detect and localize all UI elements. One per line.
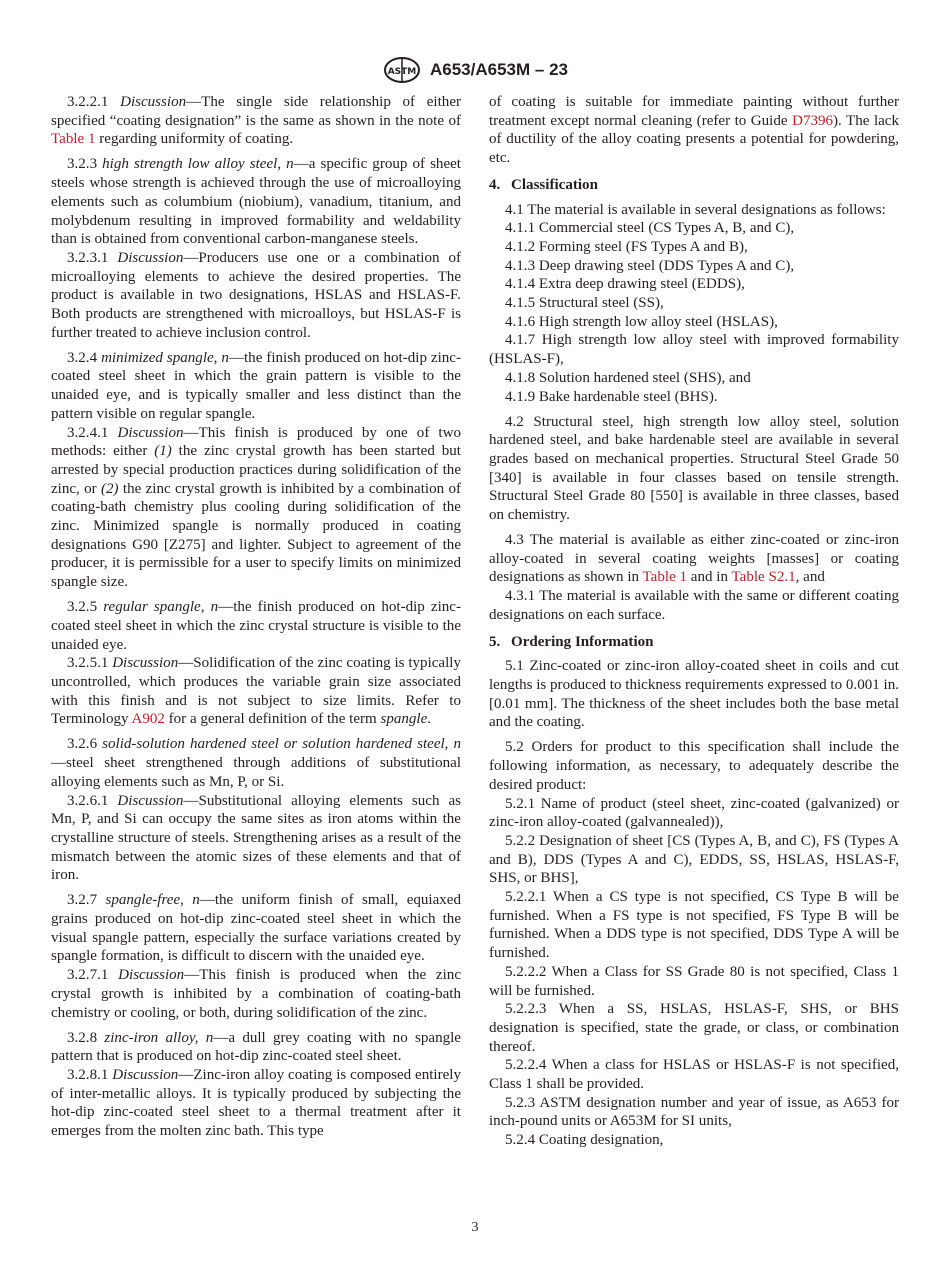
para-4-3-1: 4.3.1 The material is available with the same or different coating designations on each surface. [489,588,899,623]
para-4-1: 4.1 The material is available in several designations as follows: [505,201,886,218]
table-s2-1-link[interactable]: Table S2.1 [731,569,796,586]
list-item: 4.1.7 High strength low alloy steel with improved formability (HSLAS-F), [489,332,899,368]
a902-link[interactable]: A902 [131,711,165,728]
page-header [0,56,950,84]
para-3-2-6-1: 3.2.6.1 Discussion—Substitutional alloying elements such as Mn, P, and Si can occupy the same sites as iron atoms within the crystalline structure of steels. Strengthening arises as a result of the mismatch between the atomic sizes of these elements and that of iron. [51,792,462,884]
para-5-2-4: 5.2.4 Coating designation, [505,1132,664,1149]
para-3-2-2-1: 3.2.2.1 Discussion—The single side relationship of either specified “coating designation” is the same as shown in the note of Table 1 regarding uniformity of coating. [51,94,462,148]
list-item: 4.1.2 Forming steel (FS Types A and B), [505,238,748,255]
astm-logo-icon [382,56,422,84]
para-3-2-8: 3.2.8 zinc-iron alloy, n—a dull grey coating with no spangle pattern that is produced on hot-dip zinc-coated steel sheet. [51,1029,461,1065]
para-5-2-2: 5.2.2 Designation of sheet [CS (Types A, B, and C), FS (Types A and B), DDS (Types A and C), EDDS, SS, HSLAS, HSLAS-F, SHS, or BHS], [489,832,899,887]
para-5-2-1: 5.2.1 Name of product (steel sheet, zinc-coated (galvanized) or zinc-iron alloy-coated (galvannealed)), [489,795,899,831]
para-3-2-4: 3.2.4 minimized spangle, n—the finish produced on hot-dip zinc-coated steel sheet in which the grain pattern is visible to the unaided eye, and is typically smaller and less distinct than the pattern visible on regular spangle. [51,349,461,422]
list-item: 4.1.1 Commercial steel (CS Types A, B, and C), [505,220,795,237]
list-item: 4.1.5 Structural steel (SS), [505,295,664,312]
para-4-3: 4.3 The material is available as either zinc-coated or zinc-iron alloy-coated in several coating weights [masses] or coating designations as shown in Table 1 and in Table S2.1, and [489,532,899,586]
para-3-2-5: 3.2.5 regular spangle, n—the finish produced on hot-dip zinc-coated steel sheet in which the zinc crystal structure is visible to the unaided eye. [51,599,461,653]
list-item: 4.1.6 High strength low alloy steel (HSLAS), [505,313,778,330]
para-3-2-6: 3.2.6 solid-solution hardened steel or solution hardened steel, n—steel sheet strengthened through additions of substitutional alloying elements such as Mn, P, or Si. [51,736,461,790]
para-3-2-7-1: 3.2.7.1 Discussion—This finish is produced when the zinc crystal growth is inhibited by a combination of coating-bath chemistry or cooling, or both, during solidification of the zinc. [51,967,461,1021]
page-number: 3 [471,1220,479,1235]
para-3-2-5-1: 3.2.5.1 Discussion—Solidification of the zinc coating is typically uncontrolled, which produces the variable grain size associated with this finish and is not subject to size limits. Refer to Terminology A902 for a general definition of the term spangle. [51,655,461,728]
para-3-2-7: 3.2.7 spangle-free, n—the uniform finish of small, equiaxed grains produced on hot-dip zinc-coated steel sheet in which the visual spangle pattern, especially the surface variations created by spangle formation, is difficult to discern with the unaided eye. [51,892,461,965]
para-5-2-2-1: 5.2.2.1 When a CS type is not specified, CS Type B will be furnished. When a FS type is not specified, FS Type B will be furnished. When a DDS type is not specified, DDS Type A will be furnished. [489,889,899,962]
list-item: 4.1.8 Solution hardened steel (SHS), and [505,369,751,386]
document-designation: A653/A653M – 23 [430,60,568,79]
para-3-2-3-1: 3.2.3.1 Discussion—Producers use one or a combination of microalloying elements to achieve the desired properties. The product is available in two designations, HSLAS and HSLAS-F. Both products are strengthened with microalloys, but HSLAS-F is further treated to achieve inclusion control. [51,249,461,341]
list-item: 4.1.3 Deep drawing steel (DDS Types A and C), [505,257,795,274]
svg-text:ASTM: ASTM [387,67,417,77]
para-continuation: of coating is suitable for immediate painting without further treatment except normal cleaning (refer to Guide D7396). The lack of ductility of the alloy coating presents a potential for powdering, etc. [489,94,900,167]
table-1-link[interactable]: Table 1 [51,131,96,148]
para-5-2-2-4: 5.2.2.4 When a class for HSLAS or HSLAS-F is not specified, Class 1 shall be provided. [489,1057,899,1093]
list-item: 4.1.4 Extra deep drawing steel (EDDS), [505,276,745,293]
para-3-2-4-1: 3.2.4.1 Discussion—This finish is produced by one of two methods: either (1) the zinc crystal growth has been started but arrested by special production practices during solidification of the zinc, or (2) the zinc crystal growth is inhibited by a combination of coating-bath chemistry plus cooling during solidification of the zinc. Minimized spangle is normally produced in coating designations G90 [Z275] and lighter. Subject to agreement of the producer, it is permissible for a user to specify limits on minimized spangle size. [51,424,461,591]
left-column [51,93,461,1141]
right-column [489,93,899,1150]
list-item: 4.1.9 Bake hardenable steel (BHS). [505,388,718,405]
para-3-2-8-1: 3.2.8.1 Discussion—Zinc-iron alloy coating is composed entirely of inter-metallic alloys. It is typically produced by subjecting the hot-dip zinc-coated steel sheet to a thermal treatment after it emerges from the molten zinc bath. This type [51,1066,461,1140]
para-5-2-3: 5.2.3 ASTM designation number and year of issue, as A653 for inch-pound units or A653M for SI units, [489,1094,899,1130]
para-5-2-2-2: 5.2.2.2 When a Class for SS Grade 80 is not specified, Class 1 will be furnished. [489,963,899,999]
d7396-link[interactable]: D7396 [792,112,834,129]
para-3-2-3: 3.2.3 high strength low alloy steel, n—a specific group of sheet steels whose strength is achieved through the use of microalloying elements such as columbium (niobium), vanadium, titanium, and molybdenum resulting in improved formability and weldability than is obtained from conventional carbon-manganese steels. [51,156,461,248]
section-4-heading: 4. Classification [489,176,598,193]
para-5-1: 5.1 Zinc-coated or zinc-iron alloy-coated sheet in coils and cut lengths is produced to thickness requirements expressed to 0.001 in. [0.01 mm]. The thickness of the sheet includes both the base metal and the coating. [489,658,899,731]
section-5-heading: 5. Ordering Information [489,633,654,650]
para-4-2: 4.2 Structural steel, high strength low alloy steel, solution hardened steel, and bake hardenable steel are available in several grades based on mechanical properties. Structural Steel Grade 50 [340] is available in four classes based on tensile strength. Structural Steel Grade 80 [550] is available in three classes, based on chemistry. [489,413,899,524]
para-5-2: 5.2 Orders for product to this specification shall include the following information, as necessary, to adequately describe the desired product: [489,739,899,793]
para-5-2-2-3: 5.2.2.3 When a SS, HSLAS, HSLAS-F, SHS, or BHS designation is specified, state the grade, or class, or combination thereof. [489,1001,899,1055]
table-1-link[interactable]: Table 1 [642,569,688,586]
